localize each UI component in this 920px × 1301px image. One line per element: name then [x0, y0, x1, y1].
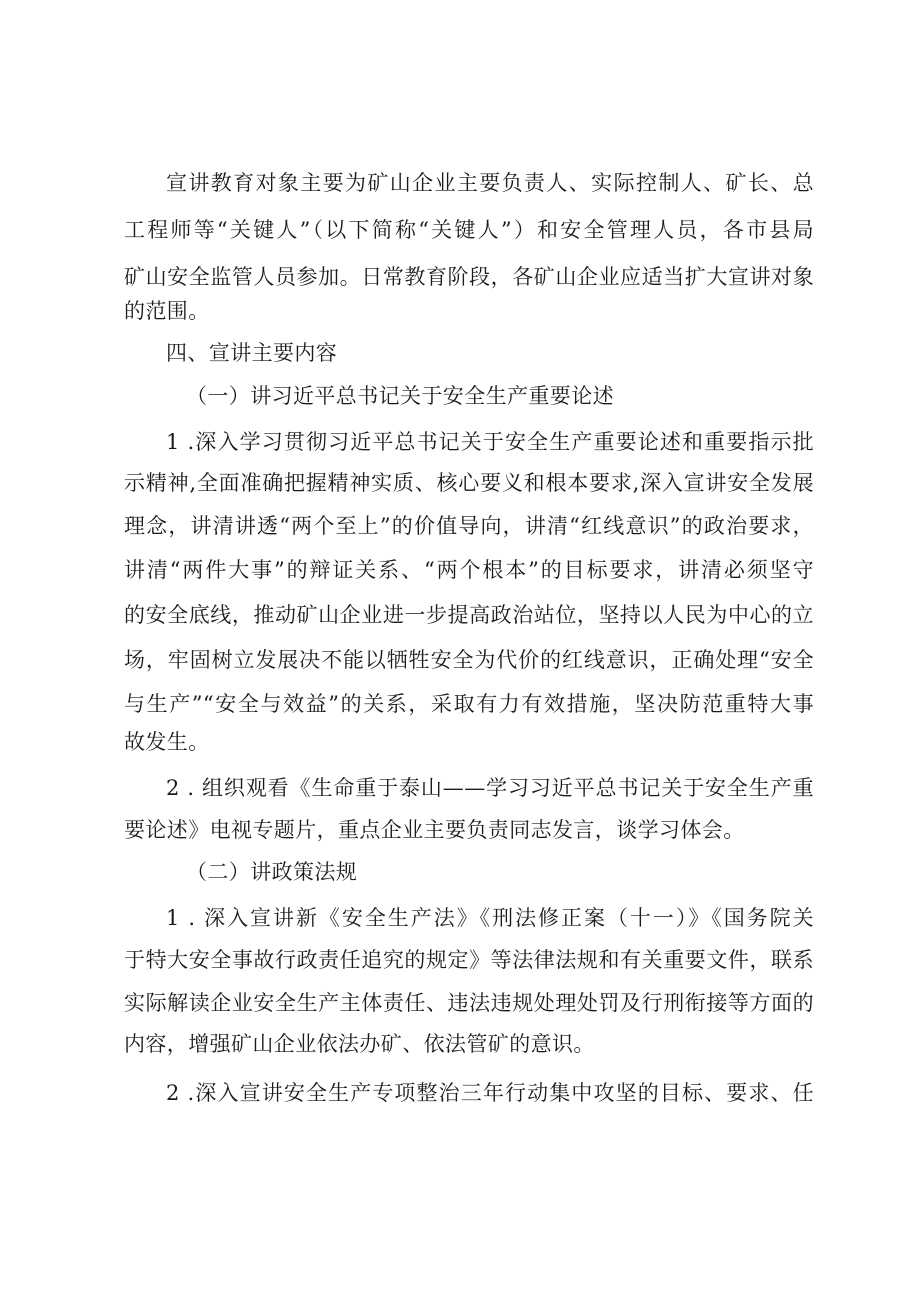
- paragraph-line: 矿山安全监管人员参加。日常教育阶段，各矿山企业应适当扩大宣讲对象: [124, 265, 814, 289]
- paragraph-line: 内容，增强矿山企业依法办矿、依法管矿的意识。: [124, 1032, 595, 1056]
- subsection-heading: （二）讲政策法规: [186, 860, 358, 884]
- paragraph-line: 宣讲教育对象主要为矿山企业主要负责人、实际控制人、矿长、总: [166, 171, 814, 195]
- paragraph-line: 1 .深入学习贯彻习近平总书记关于安全生产重要论述和重要指示批: [166, 430, 814, 454]
- paragraph-line: 于特大安全事故行政责任追究的规定》等法律法规和有关重要文件，联系: [124, 948, 814, 972]
- subsection-heading: （一）讲习近平总书记关于安全生产重要论述: [186, 384, 614, 408]
- paragraph-line: 实际解读企业安全生产主体责任、违法违规处理处罚及行刑衔接等方面的: [124, 991, 814, 1015]
- paragraph-line: 的范围。: [124, 299, 210, 323]
- paragraph-line: 1 . 深入宣讲新《安全生产法》《刑法修正案（十一）》《国务院关: [166, 906, 814, 930]
- paragraph-line: 示精神,全面准确把握精神实质、核心要义和根本要求,深入宣讲安全发展: [124, 471, 814, 495]
- paragraph-line: 2 . 组织观看《生命重于泰山——学习习近平总书记关于安全生产重: [166, 776, 814, 800]
- paragraph-line: 工程师等“关键人”（以下简称“关键人”）和安全管理人员，各市县局: [124, 218, 814, 242]
- section-heading: 四、宣讲主要内容: [166, 341, 338, 365]
- paragraph-line: 讲清“两件大事”的辩证关系、“两个根本”的目标要求，讲清必须坚守: [124, 558, 814, 582]
- paragraph-line: 2 .深入宣讲安全生产专项整治三年行动集中攻坚的目标、要求、任: [166, 1081, 814, 1105]
- paragraph-line: 场，牢固树立发展决不能以牺牲安全为代价的红线意识，正确处理“安全: [124, 648, 814, 672]
- paragraph-line: 理念，讲清讲透“两个至上”的价值导向，讲清“红线意识”的政治要求，: [124, 514, 814, 538]
- paragraph-line: 与生产”“安全与效益”的关系，采取有力有效措施，坚决防范重特大事: [124, 692, 814, 716]
- paragraph-line: 要论述》电视专题片，重点企业主要负责同志发言，谈学习体会。: [124, 818, 745, 842]
- paragraph-line: 故发生。: [124, 730, 210, 754]
- paragraph-line: 的安全底线，推动矿山企业进一步提高政治站位，坚持以人民为中心的立: [124, 603, 814, 627]
